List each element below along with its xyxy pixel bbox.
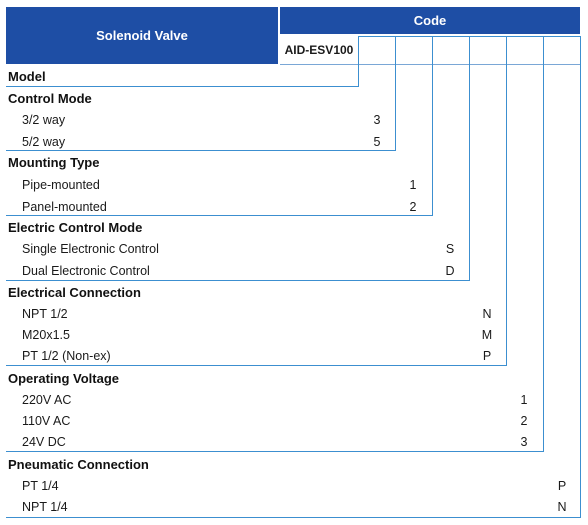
connector-operating-voltage-h (6, 451, 543, 452)
item-code: 3 (373, 113, 381, 127)
item-label: PT 1/4 (22, 479, 59, 493)
connector-electrical-connection-v (506, 36, 507, 366)
item-label: 220V AC (22, 393, 72, 407)
connector-operating-voltage-v (543, 36, 544, 452)
section-title-operating-voltage: Operating Voltage (8, 371, 119, 386)
item-label: PT 1/2 (Non-ex) (22, 349, 111, 363)
item-label: Dual Electronic Control (22, 264, 150, 278)
item-code: P (482, 349, 492, 363)
connector-electrical-connection-h (6, 365, 506, 366)
item-code: 3 (520, 435, 528, 449)
section-title-pneumatic-connection: Pneumatic Connection (8, 457, 149, 472)
item-label: 3/2 way (22, 113, 66, 127)
connector-electric-control-mode-h (6, 280, 469, 281)
connector-model-v (358, 64, 359, 87)
item-label: Single Electronic Control (22, 242, 159, 256)
header-solenoid-valve (6, 7, 278, 64)
item-label: NPT 1/2 (22, 307, 68, 321)
item-code: 2 (409, 200, 417, 214)
connector-electric-control-mode-v (469, 36, 470, 281)
item-code: 1 (409, 178, 417, 192)
section-title-electric-control-mode: Electric Control Mode (8, 220, 143, 235)
connector-mounting-type-h (6, 215, 432, 216)
model-code-cell (280, 36, 358, 64)
item-label: NPT 1/4 (22, 500, 68, 514)
item-code: M (481, 328, 493, 342)
item-code: N (557, 500, 567, 514)
connector-pneumatic-connection-h (6, 517, 580, 518)
item-code: 5 (373, 135, 381, 149)
item-code: 2 (520, 414, 528, 428)
item-label: Pipe-mounted (22, 178, 100, 192)
item-code: N (482, 307, 492, 321)
header-grid-bottom (280, 64, 580, 65)
item-code: S (445, 242, 455, 256)
section-title-model: Model (8, 69, 46, 84)
connector-control-mode-h (6, 150, 395, 151)
item-code: P (557, 479, 567, 493)
header-left-title: Solenoid Valve (96, 28, 188, 43)
connector-model-h (6, 86, 358, 87)
section-title-control-mode: Control Mode (8, 91, 92, 106)
header-grid-sep-model (358, 36, 359, 64)
connector-pneumatic-connection-v (580, 36, 581, 518)
item-label: Panel-mounted (22, 200, 107, 214)
connector-mounting-type-v (432, 36, 433, 216)
section-title-electrical-connection: Electrical Connection (8, 285, 141, 300)
header-right-title: Code (413, 13, 447, 28)
item-code: D (445, 264, 455, 278)
header-code (280, 7, 580, 34)
item-label: 5/2 way (22, 135, 66, 149)
item-code: 1 (520, 393, 528, 407)
section-title-mounting-type: Mounting Type (8, 155, 100, 170)
item-label: M20x1.5 (22, 328, 70, 342)
connector-control-mode-v (395, 36, 396, 151)
model-code: AID-ESV100 (284, 43, 354, 57)
item-label: 110V AC (22, 414, 71, 428)
item-label: 24V DC (22, 435, 66, 449)
